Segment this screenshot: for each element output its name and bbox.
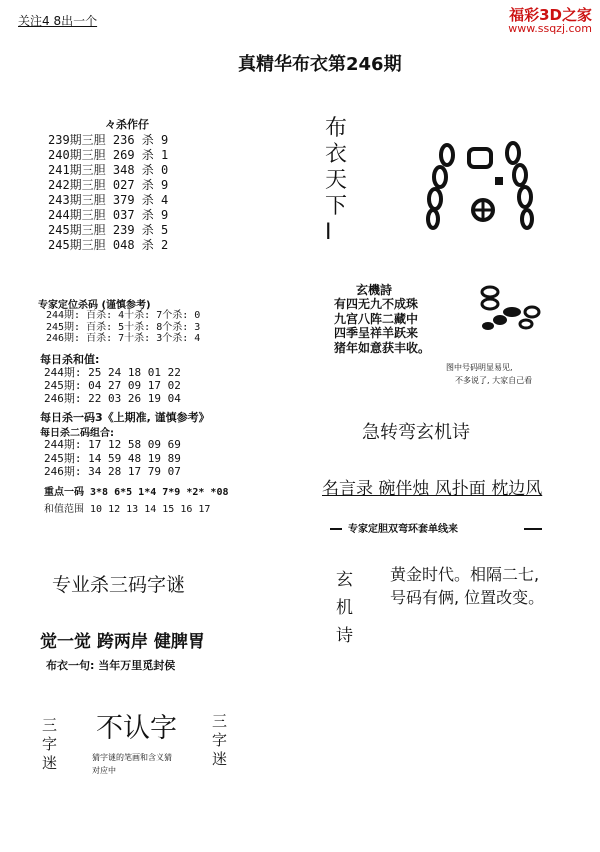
golden-line-2: 号码有俩, 位置改变。 <box>390 588 545 607</box>
sanzi-char: 字 <box>212 731 228 749</box>
sanzi-char: 三 <box>42 716 58 734</box>
brand-url[interactable]: www.ssqzj.com <box>508 22 592 35</box>
pro-kill-title: 专业杀三码字谜 <box>52 574 186 596</box>
focus-row: 重点一码 3*8 6*5 1*4 7*9 *2* *08 <box>44 487 229 498</box>
poem-title: 玄機詩 <box>356 283 393 297</box>
two-code-row: 244期: 17 12 58 09 69 <box>44 438 181 451</box>
expert-line: 专家定胆双弯环套单线来 <box>348 524 458 535</box>
kill-row: 240期三胆 269 杀 1 <box>48 148 169 162</box>
two-code-title: 每日杀二码组合: <box>40 428 114 439</box>
top-note: 关注4 8出一个 <box>18 14 98 28</box>
vertical-char: 布 <box>325 116 348 141</box>
sanzi-right <box>212 712 227 769</box>
image-caption-1: 图中号码明显易见, <box>446 363 513 372</box>
kill-row: 245期三胆 048 杀 2 <box>48 238 169 252</box>
sum-range-row: 和值范围 10 12 13 14 15 16 17 <box>44 504 211 515</box>
kill-table <box>48 133 168 253</box>
sanzi-char: 迷 <box>42 754 58 772</box>
dash-right <box>524 528 542 530</box>
sanzi-char: 迷 <box>212 750 228 768</box>
sum-title: 每日杀和值: <box>40 353 100 366</box>
vertical-char: 天 <box>325 168 348 193</box>
vertical-char: 玄 <box>336 570 353 590</box>
golden-line-1: 黄金时代。相隔二七, <box>390 565 540 584</box>
brand-name[interactable]: 福彩3D之家 <box>509 6 592 24</box>
position-table <box>46 310 200 345</box>
kill-row: 245期三胆 239 杀 5 <box>48 223 169 237</box>
position-title: 专家定位杀码 (谨慎参考) <box>38 300 151 311</box>
poem-line: 猪年如意获丰收。 <box>334 340 431 355</box>
buyi-line: 布衣一句: 当年万里觅封侯 <box>46 659 176 672</box>
buyi-tianxia <box>325 116 347 246</box>
daily-one-title: 每日杀一码3《上期准, 谨慎参考》 <box>40 411 210 424</box>
position-row: 244期: 百杀: 4十杀: 7个杀: 0 <box>46 310 201 321</box>
two-code-row: 245期: 14 59 48 19 89 <box>44 451 181 465</box>
vertical-char: 下 <box>325 194 348 219</box>
kill-row: 239期三胆 236 杀 9 <box>48 133 169 147</box>
sum-row: 244期: 25 24 18 01 22 <box>44 366 181 379</box>
dash-left <box>330 528 342 530</box>
kill-row: 242期三胆 027 杀 9 <box>48 178 169 192</box>
poem-block <box>334 297 430 355</box>
vertical-char: I <box>325 220 332 245</box>
vertical-char: 机 <box>336 598 353 618</box>
kill-row: 241期三胆 348 杀 0 <box>48 163 169 177</box>
puzzle-note-2: 对应中 <box>92 766 116 775</box>
vertical-char: 诗 <box>336 626 353 646</box>
poem-line: 九宫八阵二藏中 <box>334 311 419 326</box>
position-row: 246期: 百杀: 7十杀: 3个杀: 4 <box>46 333 201 344</box>
sum-row: 245期: 04 27 09 17 02 <box>44 379 181 392</box>
vertical-char: 衣 <box>325 142 348 167</box>
sanzi-char: 字 <box>42 735 58 753</box>
sum-row: 246期: 22 03 26 19 04 <box>44 392 181 405</box>
sum-table <box>44 366 181 405</box>
section1-title: 々杀作仔 <box>105 118 149 131</box>
page-title: 真精华布衣第246期 <box>238 54 402 75</box>
kill-row: 244期三胆 037 杀 9 <box>48 208 169 222</box>
pro-kill-phrase: 觉一觉 跨两岸 健脾胃 <box>40 632 205 652</box>
xuanjishi <box>336 566 353 650</box>
image-caption-2: 不多说了, 大家自己看 <box>455 376 533 385</box>
dots-drawing <box>470 282 550 342</box>
two-code-row: 246期: 34 28 17 79 07 <box>44 465 181 478</box>
sanzi-left <box>42 716 57 773</box>
kill-row: 243期三胆 379 杀 4 <box>48 193 169 207</box>
chain-drawing <box>425 135 545 240</box>
poem-line: 四季呈祥羊跃来 <box>334 326 419 340</box>
puzzle-big: 不认字 <box>96 713 177 744</box>
puzzle-note-1: 猜字谜的笔画和含义猜 <box>92 753 172 762</box>
sanzi-char: 三 <box>212 712 228 730</box>
mingyan-line: 名言录 碗伴烛 风扑面 枕边风 <box>322 479 543 499</box>
position-row: 245期: 百杀: 5十杀: 8个杀: 3 <box>46 321 201 333</box>
poem-line: 有四无九不成珠 <box>334 297 419 311</box>
jizhuan-title: 急转弯玄机诗 <box>362 422 470 443</box>
two-code-table <box>44 438 181 479</box>
